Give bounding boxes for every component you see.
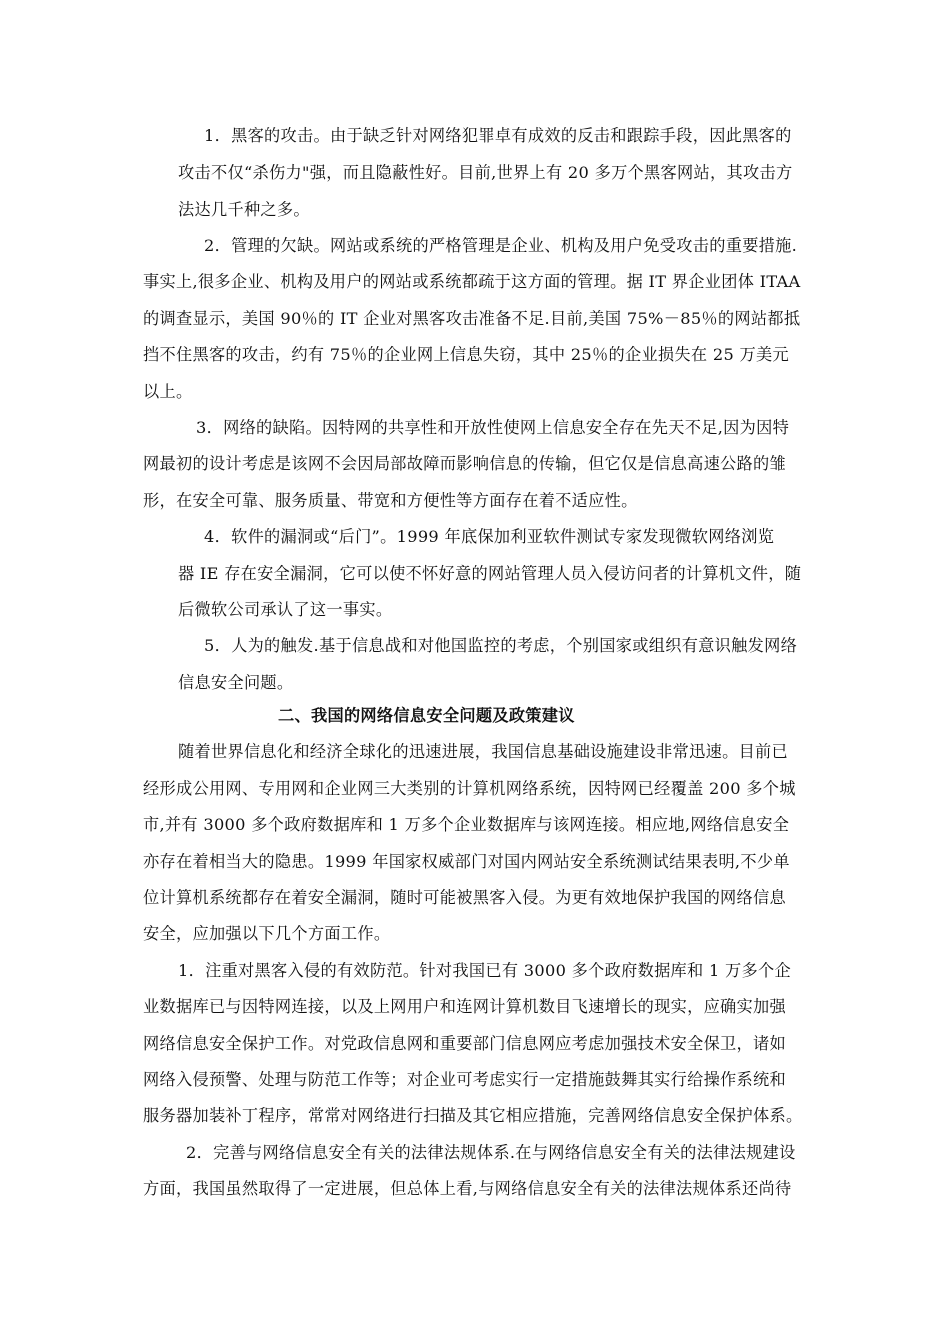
- paragraph-line: 4．软件的漏洞或“后门”。1999 年底保加利亚软件测试专家发现微软网络浏览: [204, 527, 775, 546]
- paragraph-line: 法达几千种之多。: [178, 200, 310, 219]
- paragraph-line: 1．黑客的攻击。由于缺乏针对网络犯罪卓有成效的反击和跟踪手段，因此黑客的: [204, 126, 792, 145]
- paragraph-line: 位计算机系统都存在着安全漏洞，随时可能被黑客入侵。为更有效地保护我国的网络信息: [143, 888, 787, 907]
- section-heading: 二、我国的网络信息安全问题及政策建议: [278, 706, 575, 725]
- paragraph-line: 网最初的设计考虑是该网不会因局部故障而影响信息的传输，但它仅是信息高速公路的雏: [143, 454, 787, 473]
- paragraph-line: 攻击不仅“杀伤力"强，而且隐蔽性好。目前,世界上有 20 多万个黑客网站，其攻击方: [178, 163, 793, 182]
- paragraph-line: 网络入侵预警、处理与防范工作等；对企业可考虑实行一定措施鼓舞其实行给操作系统和: [143, 1070, 787, 1089]
- paragraph-line: 2．完善与网络信息安全有关的法律法规体系.在与网络信息安全有关的法律法规建设: [186, 1143, 796, 1162]
- paragraph-line: 挡不住黑客的攻击，约有 75％的企业网上信息失窃，其中 25％的企业损失在 25 万美元: [143, 345, 789, 364]
- paragraph-line: 随着世界信息化和经济全球化的迅速进展，我国信息基础设施建设非常迅速。目前已: [178, 742, 789, 761]
- paragraph-line: 安全，应加强以下几个方面工作。: [143, 924, 391, 943]
- paragraph-line: 后微软公司承认了这一事实。: [178, 600, 393, 619]
- paragraph-line: 网络信息安全保护工作。对党政信息网和重要部门信息网应考虑加强技术安全保卫，诸如: [143, 1034, 787, 1053]
- paragraph-line: 3．网络的缺陷。因特网的共享性和开放性使网上信息安全存在先天不足,因为因特: [196, 418, 790, 437]
- paragraph-line: 的调查显示，美国 90％的 IT 企业对黑客攻击准备不足.目前,美国 75%－85％的网站都抵: [143, 309, 801, 328]
- paragraph-line: 经形成公用网、专用网和企业网三大类别的计算机网络系统，因特网已经覆盖 200 多个城: [143, 779, 796, 798]
- paragraph-line: 服务器加装补丁程序，常常对网络进行扫描及其它相应措施，完善网络信息安全保护体系。: [143, 1106, 803, 1125]
- paragraph-line: 市,并有 3000 多个政府数据库和 1 万多个企业数据库与该网连接。相应地,网络信息安全: [143, 815, 790, 834]
- paragraph-line: 形，在安全可靠、服务质量、带宽和方便性等方面存在着不适应性。: [143, 491, 638, 510]
- paragraph-line: 业数据库已与因特网连接，以及上网用户和连网计算机数目飞速增长的现实，应确实加强: [143, 997, 787, 1016]
- paragraph-line: 以上。: [143, 382, 193, 401]
- paragraph-line: 1．注重对黑客入侵的有效防范。针对我国已有 3000 多个政府数据库和 1 万多个企: [178, 961, 791, 980]
- paragraph-line: 亦存在着相当大的隐患。1999 年国家权威部门对国内网站安全系统测试结果表明,不少单: [143, 852, 790, 871]
- paragraph-line: 方面，我国虽然取得了一定进展，但总体上看,与网络信息安全有关的法律法规体系还尚待: [143, 1179, 792, 1198]
- paragraph-line: 事实上,很多企业、机构及用户的网站或系统都疏于这方面的管理。据 IT 界企业团体 ITAA: [143, 272, 801, 291]
- paragraph-line: 2．管理的欠缺。网站或系统的严格管理是企业、机构及用户免受攻击的重要措施.: [204, 236, 798, 255]
- paragraph-line: 5．人为的触发.基于信息战和对他国监控的考虑，个别国家或组织有意识触发网络: [204, 636, 798, 655]
- paragraph-line: 器 IE 存在安全漏洞，它可以使不怀好意的网站管理人员入侵访问者的计算机文件，随: [178, 564, 802, 583]
- paragraph-line: 信息安全问题。: [178, 673, 294, 692]
